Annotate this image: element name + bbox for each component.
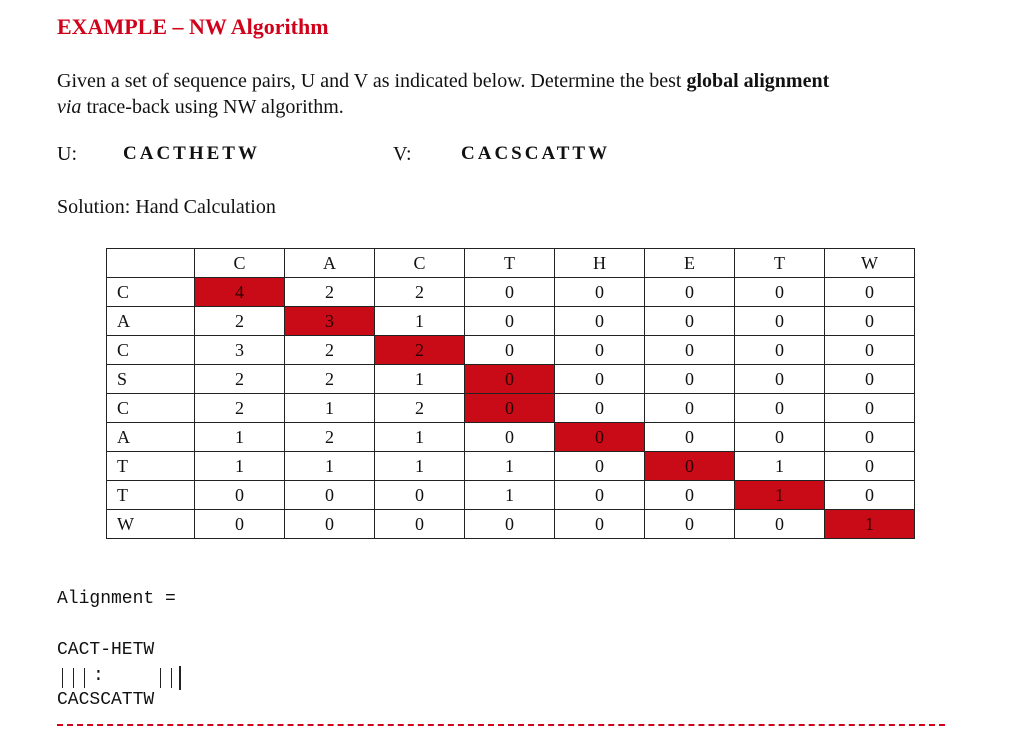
matrix-row — [107, 481, 915, 510]
matrix-cell: 0 — [645, 481, 735, 510]
matrix-cell: 2 — [375, 278, 465, 307]
matrix-cell: 1 — [285, 452, 375, 481]
matrix-cell: 2 — [285, 336, 375, 365]
matrix-cell: 0 — [735, 510, 825, 539]
alignment-top-sequence: CACT-HETW — [57, 640, 155, 660]
matrix-cell-traceback: 2 — [375, 336, 465, 365]
page-title: EXAMPLE – NW Algorithm — [57, 14, 329, 39]
matrix-col-header: C — [195, 249, 285, 278]
matrix-row — [107, 452, 915, 481]
matrix-cell: 0 — [735, 278, 825, 307]
matrix-cell: 0 — [735, 394, 825, 423]
matrix-col-header: T — [735, 249, 825, 278]
v-sequence: CACSCATTW — [461, 143, 611, 164]
matrix-cell: 0 — [555, 481, 645, 510]
matrix-col-header: C — [375, 249, 465, 278]
matrix-cell: 1 — [375, 307, 465, 336]
matrix-cell: 2 — [195, 394, 285, 423]
matrix-row-header: C — [107, 394, 195, 423]
match-bar — [160, 668, 161, 688]
matrix-row-header: C — [107, 336, 195, 365]
matrix-cell: 0 — [195, 510, 285, 539]
matrix-cell: 0 — [645, 278, 735, 307]
matrix-cell: 0 — [645, 394, 735, 423]
matrix-col-header: H — [555, 249, 645, 278]
matrix-cell-traceback: 0 — [465, 365, 555, 394]
matrix-row — [107, 336, 915, 365]
matrix-cell: 0 — [555, 365, 645, 394]
matrix-cell: 0 — [825, 452, 915, 481]
matrix-cell: 0 — [735, 336, 825, 365]
alignment-label: Alignment = — [57, 589, 176, 609]
matrix-cell: 1 — [195, 452, 285, 481]
matrix-cell: 1 — [375, 365, 465, 394]
matrix-col-header: E — [645, 249, 735, 278]
matrix-cell: 0 — [465, 336, 555, 365]
matrix-cell-traceback: 4 — [195, 278, 285, 307]
matrix-row — [107, 510, 915, 539]
intro-paragraph — [57, 68, 967, 120]
matrix-cell-traceback: 0 — [645, 452, 735, 481]
matrix-cell: 0 — [825, 278, 915, 307]
matrix-cell: 0 — [465, 307, 555, 336]
matrix-row — [107, 394, 915, 423]
matrix-cell: 0 — [645, 336, 735, 365]
matrix-cell: 0 — [285, 510, 375, 539]
matrix-cell-traceback: 1 — [735, 481, 825, 510]
matrix-cell: 0 — [555, 278, 645, 307]
matrix-row-header: T — [107, 481, 195, 510]
matrix-cell: 0 — [645, 423, 735, 452]
matrix-col-header: T — [465, 249, 555, 278]
match-bar — [179, 666, 181, 690]
matrix-cell: 1 — [285, 394, 375, 423]
matrix-cell: 2 — [285, 278, 375, 307]
matrix-cell: 0 — [645, 307, 735, 336]
matrix-col-header: A — [285, 249, 375, 278]
matrix-row-header: W — [107, 510, 195, 539]
alignment-bottom-sequence: CACSCATTW — [57, 690, 155, 710]
matrix-cell: 0 — [555, 452, 645, 481]
matrix-cell-traceback: 1 — [825, 510, 915, 539]
matrix-cell: 1 — [735, 452, 825, 481]
intro-text-1: Given a set of sequence pairs, U and V as indicated below. Determine the best — [57, 70, 687, 92]
matrix-cell: 1 — [465, 481, 555, 510]
matrix-cell: 2 — [285, 423, 375, 452]
dashed-divider — [57, 724, 945, 726]
match-bar — [62, 668, 63, 688]
matrix-cell: 0 — [825, 307, 915, 336]
matrix-row — [107, 423, 915, 452]
mismatch-colon: : — [93, 666, 104, 686]
matrix-cell: 0 — [195, 481, 285, 510]
match-bar — [84, 668, 85, 688]
matrix-row — [107, 365, 915, 394]
matrix-row — [107, 307, 915, 336]
matrix-row-header: S — [107, 365, 195, 394]
matrix-cell-traceback: 3 — [285, 307, 375, 336]
matrix-corner — [107, 249, 195, 278]
match-bar — [73, 668, 74, 688]
matrix-cell: 0 — [825, 481, 915, 510]
matrix-cell: 0 — [465, 423, 555, 452]
matrix-row-header: T — [107, 452, 195, 481]
matrix-cell: 3 — [195, 336, 285, 365]
matrix-col-header: W — [825, 249, 915, 278]
matrix-row-header: C — [107, 278, 195, 307]
matrix-cell: 0 — [645, 365, 735, 394]
matrix-row-header: A — [107, 423, 195, 452]
solution-label: Solution: Hand Calculation — [57, 196, 276, 218]
match-bar — [171, 668, 172, 688]
intro-bold: global alignment — [686, 70, 830, 92]
matrix-cell: 1 — [375, 452, 465, 481]
matrix-cell: 0 — [555, 510, 645, 539]
matrix-cell: 2 — [375, 394, 465, 423]
matrix-cell: 2 — [195, 307, 285, 336]
matrix-cell: 0 — [285, 481, 375, 510]
matrix-cell-traceback: 0 — [465, 394, 555, 423]
matrix-cell: 1 — [195, 423, 285, 452]
matrix-cell: 0 — [735, 365, 825, 394]
intro-text-2: trace-back using NW algorithm. — [81, 96, 344, 118]
matrix-cell: 0 — [555, 307, 645, 336]
matrix-cell: 0 — [825, 336, 915, 365]
matrix-cell: 2 — [285, 365, 375, 394]
v-label: V: — [393, 143, 412, 165]
matrix-cell: 0 — [465, 278, 555, 307]
intro-italic: via — [57, 96, 82, 118]
u-label: U: — [57, 143, 77, 165]
matrix-cell: 0 — [555, 336, 645, 365]
matrix-cell: 0 — [375, 510, 465, 539]
matrix-cell: 0 — [825, 394, 915, 423]
nw-score-matrix — [106, 248, 915, 539]
matrix-cell: 0 — [465, 510, 555, 539]
matrix-cell: 0 — [645, 510, 735, 539]
matrix-row — [107, 278, 915, 307]
matrix-header-row — [107, 249, 915, 278]
matrix-cell: 0 — [735, 307, 825, 336]
matrix-cell: 0 — [825, 365, 915, 394]
u-sequence: CACTHETW — [123, 143, 260, 164]
matrix-cell-traceback: 0 — [555, 423, 645, 452]
matrix-cell: 1 — [465, 452, 555, 481]
matrix-cell: 0 — [555, 394, 645, 423]
matrix-cell: 0 — [375, 481, 465, 510]
matrix-cell: 0 — [735, 423, 825, 452]
matrix-cell: 0 — [825, 423, 915, 452]
matrix-cell: 2 — [195, 365, 285, 394]
matrix-cell: 1 — [375, 423, 465, 452]
matrix-row-header: A — [107, 307, 195, 336]
